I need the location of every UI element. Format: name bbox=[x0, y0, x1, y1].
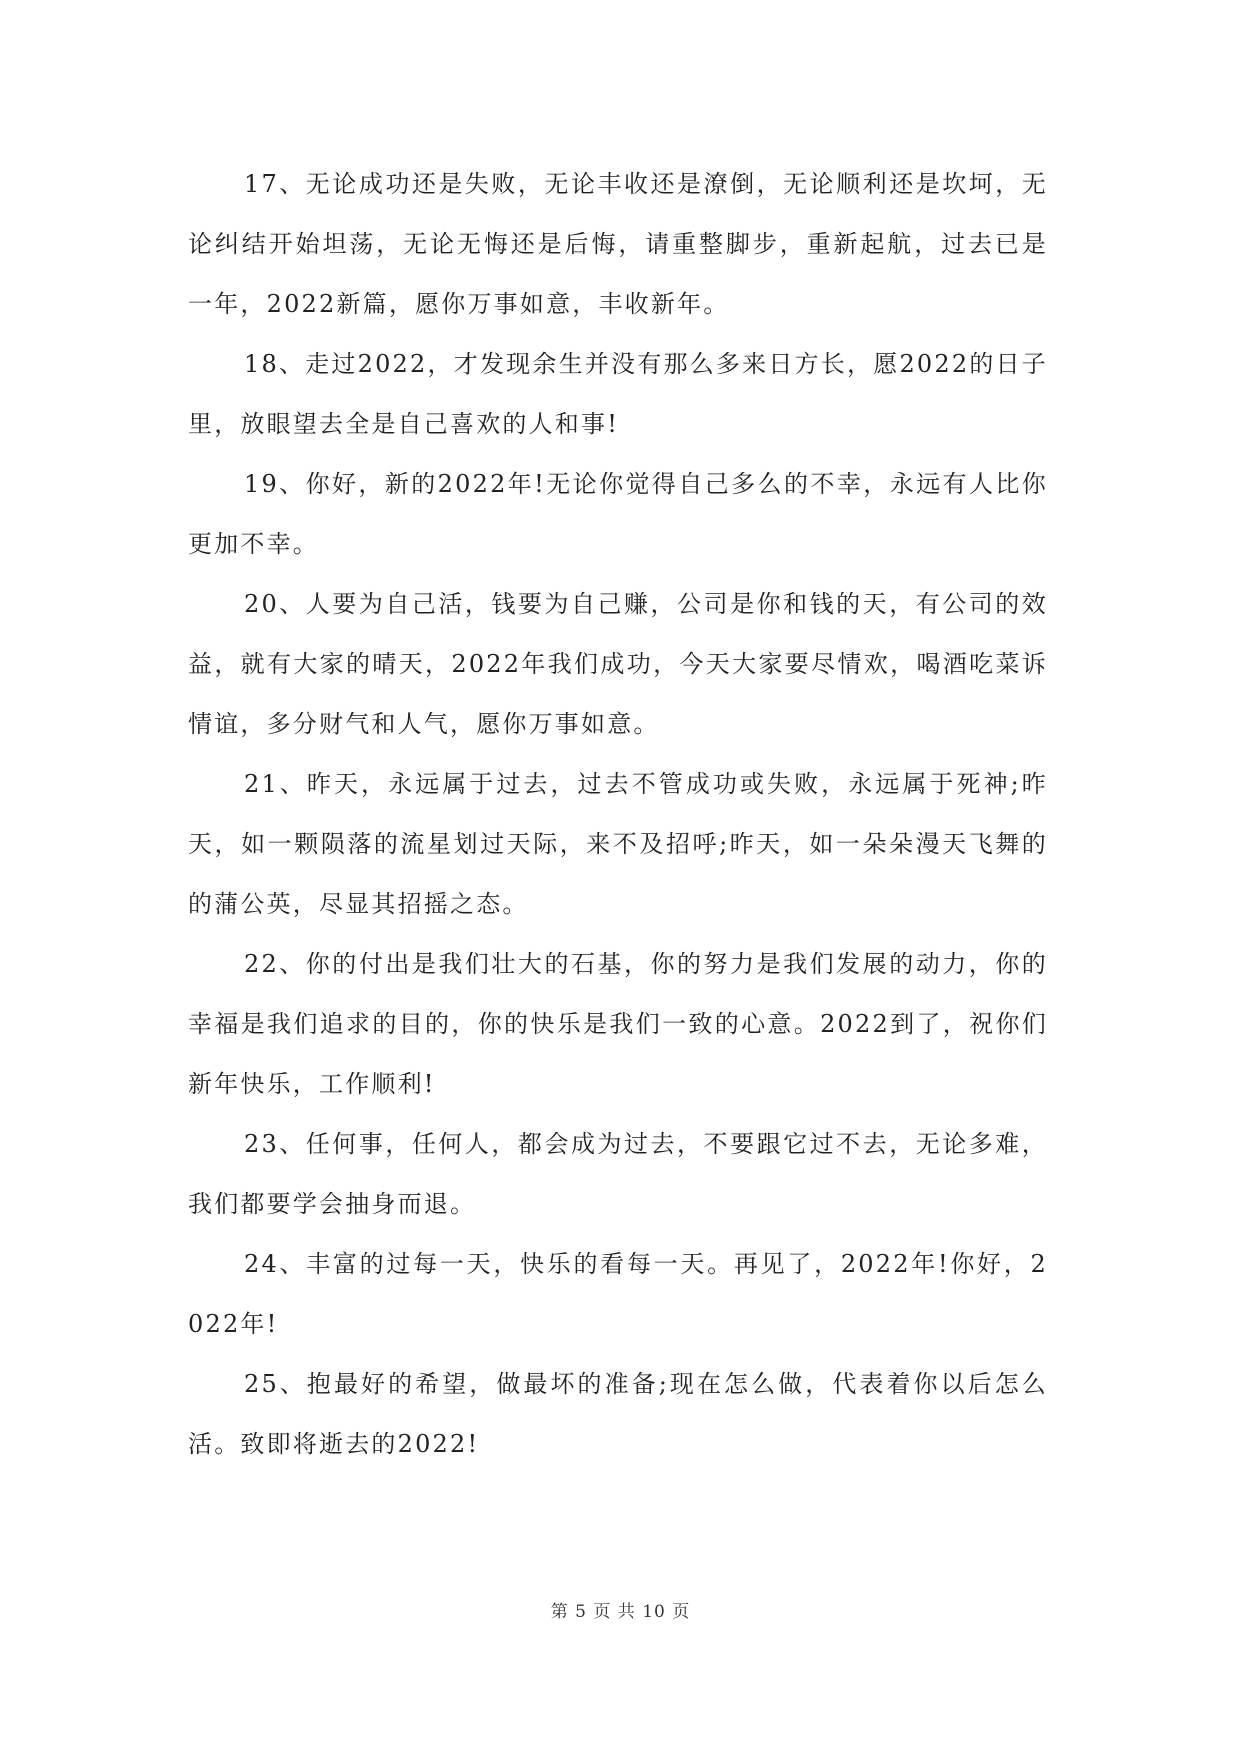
paragraph-23: 23、任何事，任何人，都会成为过去，不要跟它过不去，无论多难，我们都要学会抽身而退。 bbox=[188, 1130, 1048, 1218]
paragraph-22: 22、你的付出是我们壮大的石基，你的努力是我们发展的动力，你的幸福是我们追求的目的，你的快乐是我们一致的心意。2022到了，祝你们新年快乐，工作顺利! bbox=[188, 950, 1048, 1098]
page-footer bbox=[0, 1600, 1241, 1624]
document-body bbox=[188, 154, 1048, 1474]
paragraph-21: 21、昨天，永远属于过去，过去不管成功或失败，永远属于死神;昨天，如一颗陨落的流星划过天际，来不及招呼;昨天，如一朵朵漫天飞舞的的蒲公英，尽显其招摇之态。 bbox=[188, 770, 1048, 918]
paragraph-24: 24、丰富的过每一天，快乐的看每一天。再见了，2022年!你好，2022年! bbox=[188, 1250, 1048, 1338]
page-number-label: 第 5 页 共 10 页 bbox=[550, 1602, 691, 1622]
paragraph-18: 18、走过2022，才发现余生并没有那么多来日方长，愿2022的日子里，放眼望去全是自己喜欢的人和事! bbox=[188, 350, 1048, 438]
paragraph-25: 25、抱最好的希望，做最坏的准备;现在怎么做，代表着你以后怎么活。致即将逝去的2022! bbox=[188, 1370, 1048, 1458]
paragraph-20: 20、人要为自己活，钱要为自己赚，公司是你和钱的天，有公司的效益，就有大家的晴天，2022年我们成功，今天大家要尽情欢，喝酒吃菜诉情谊，多分财气和人气，愿你万事如意。 bbox=[188, 590, 1048, 738]
paragraph-19: 19、你好，新的2022年!无论你觉得自己多么的不幸，永远有人比你更加不幸。 bbox=[188, 470, 1048, 558]
paragraph-17: 17、无论成功还是失败，无论丰收还是潦倒，无论顺利还是坎坷，无论纠结开始坦荡，无论无悔还是后悔，请重整脚步，重新起航，过去已是一年，2022新篇，愿你万事如意，丰收新年。 bbox=[188, 170, 1048, 318]
